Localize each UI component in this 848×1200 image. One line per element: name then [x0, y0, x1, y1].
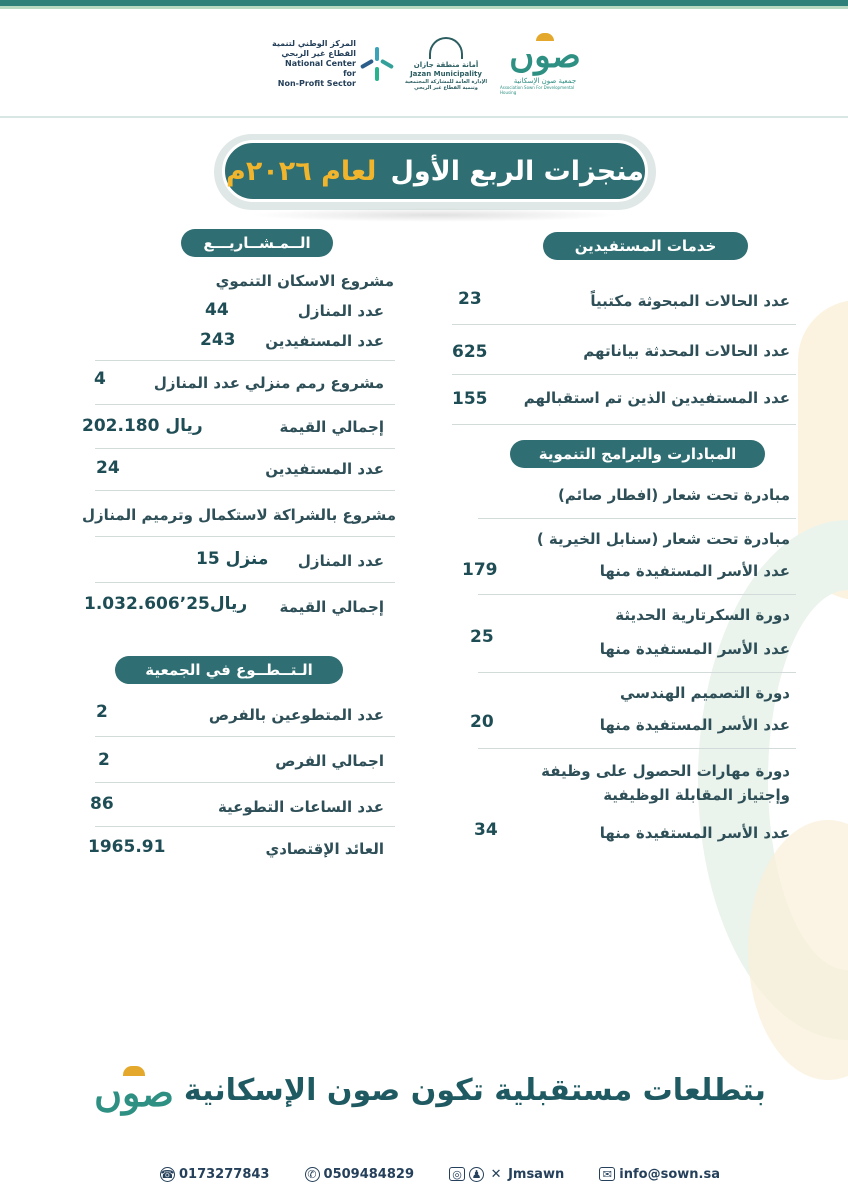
partner-logos	[270, 22, 590, 106]
volunteer-row-value: 1965.91	[88, 837, 166, 857]
services-row-label: عدد الحالات المحدثة بياناتهم	[583, 342, 790, 360]
phone-icon: ☎	[160, 1167, 175, 1181]
volunteer-row-label: اجمالي الفرص	[275, 752, 384, 770]
row-divider	[452, 324, 796, 325]
services-row-label: عدد الحالات المبحوثة مكتبياً	[590, 292, 790, 310]
row-divider	[95, 404, 395, 405]
footer-slogan: بتطلعات مستقبلية تكون صون الإسكانية	[183, 1072, 766, 1108]
row-divider	[95, 826, 395, 827]
volunteering-heading: الـتــطــوع في الجمعية	[115, 656, 343, 684]
landline-contact[interactable]: ☎ 0173277843	[160, 1166, 270, 1182]
initiative-value: 25	[470, 627, 494, 647]
title-main: منجزات الربع الأول	[390, 155, 644, 187]
contact-bar	[160, 1162, 720, 1186]
row-divider	[478, 748, 796, 749]
footer-slogan-bar	[90, 1050, 770, 1130]
ncnp-logo	[270, 39, 392, 89]
ncnp-logo-text: المركز الوطني لتنمية القطاع غير الربحي National Center for Non-Profit Sector	[272, 39, 356, 88]
email-icon: ✉	[599, 1167, 615, 1181]
initiative-sub-label: عدد الأسر المستفيدة منها	[599, 640, 790, 658]
snapchat-icon: ♟	[469, 1167, 484, 1182]
project-row-value: 4	[94, 369, 106, 389]
row-divider	[95, 360, 395, 361]
project-row-value: 24	[96, 458, 120, 478]
email-contact[interactable]: ✉ info@sown.sa	[599, 1167, 720, 1182]
project-row-label: عدد المنازل	[297, 302, 384, 320]
initiative-value: 34	[474, 820, 498, 840]
volunteer-row-value: 2	[98, 750, 110, 770]
footer-sown-logo: صوں	[94, 1066, 174, 1114]
project-row-value: 15 منزل	[196, 549, 269, 569]
initiative-title: دورة التصميم الهندسي	[620, 684, 790, 702]
initiative-title: وإجتياز المقابلة الوظيفية	[603, 786, 790, 804]
row-divider	[95, 536, 395, 537]
project-title: مشروع بالشراكة لاستكمال وترميم المنازل	[82, 506, 396, 524]
row-divider	[452, 424, 796, 425]
social-handle[interactable]: ◎ ♟ ✕ Jmsawn	[449, 1167, 564, 1182]
initiative-sub-label: عدد الأسر المستفيدة منها	[599, 824, 790, 842]
row-divider	[95, 582, 395, 583]
row-divider	[478, 594, 796, 595]
volunteer-row-label: عدد المتطوعين بالفرص	[208, 706, 384, 724]
row-divider	[478, 518, 796, 519]
project-row-label: إجمالي القيمة	[279, 418, 384, 436]
instagram-icon: ◎	[449, 1167, 465, 1181]
initiative-title: مبادرة تحت شعار (سنابل الخيرية )	[536, 530, 790, 548]
project-row-label: إجمالي القيمة	[279, 598, 384, 616]
initiative-title: دورة السكرتارية الحديثة	[615, 606, 790, 624]
jazan-municipality-logo: أمانة منطقة جازان Jazan Municipality الإدارة العامة للمشاركة المجتمعية وتنمية القطاع غير الربحي	[398, 37, 494, 91]
initiative-sub-label: عدد الأسر المستفيدة منها	[599, 716, 790, 734]
project-row-label: عدد المنازل	[297, 552, 384, 570]
project-row-value: 44	[205, 300, 229, 320]
row-divider	[95, 782, 395, 783]
ncnp-mark-icon	[362, 47, 392, 81]
row-divider	[95, 448, 395, 449]
volunteer-row-value: 2	[96, 702, 108, 722]
services-heading: خدمات المستفيدين	[543, 232, 748, 260]
initiative-value: 179	[462, 560, 498, 580]
row-divider	[95, 490, 395, 491]
initiatives-heading: المبادارت والبرامج التنموية	[510, 440, 765, 468]
project-row-label: عدد المستفيدين	[265, 332, 384, 350]
volunteer-row-value: 86	[90, 794, 114, 814]
services-row-value: 625	[452, 342, 488, 362]
initiative-title: دورة مهارات الحصول على وظيفة	[541, 762, 790, 780]
initiative-title: مبادرة تحت شعار (افطار صائم)	[557, 486, 790, 504]
initiative-value: 20	[470, 712, 494, 732]
volunteer-row-label: عدد الساعات التطوعية	[217, 798, 384, 816]
mobile-contact[interactable]: ✆ 0509484829	[305, 1167, 414, 1182]
initiative-sub-label: عدد الأسر المستفيدة منها	[599, 562, 790, 580]
project-row-value: 1.032.606٬25ريال	[84, 594, 248, 614]
project-row-value: 202.180 ريال	[82, 416, 203, 436]
volunteer-row-label: العائد الإقتصادي	[265, 840, 384, 858]
project-row-value: 243	[200, 330, 236, 350]
header-divider	[0, 116, 848, 118]
project-row-label: عدد المستفيدين	[265, 460, 384, 478]
project-title: مشروع الاسكان التنموي	[215, 272, 394, 290]
services-row-value: 155	[452, 389, 488, 409]
row-divider	[478, 672, 796, 673]
project-row-label: عدد المنازل	[153, 374, 240, 392]
jazan-emblem-icon	[429, 37, 463, 59]
whatsapp-icon: ✆	[305, 1167, 320, 1182]
top-strip-accent	[0, 6, 848, 9]
page-title	[222, 140, 648, 202]
sown-logo: صوں جمعية صون الإسكانية Association Sown For Developmental Housing	[500, 33, 590, 95]
projects-heading: الــمـشــاريـــع	[181, 229, 333, 257]
title-shadow	[250, 208, 620, 222]
row-divider	[452, 374, 796, 375]
x-icon: ✕	[490, 1166, 502, 1182]
services-row-label: عدد المستفيدين الذين تم استقبالهم	[523, 389, 790, 407]
title-year: لعام ٢٠٢٦م	[226, 155, 377, 187]
project-title: مشروع رمم منزلي	[244, 374, 384, 392]
row-divider	[95, 736, 395, 737]
services-row-value: 23	[458, 289, 482, 309]
